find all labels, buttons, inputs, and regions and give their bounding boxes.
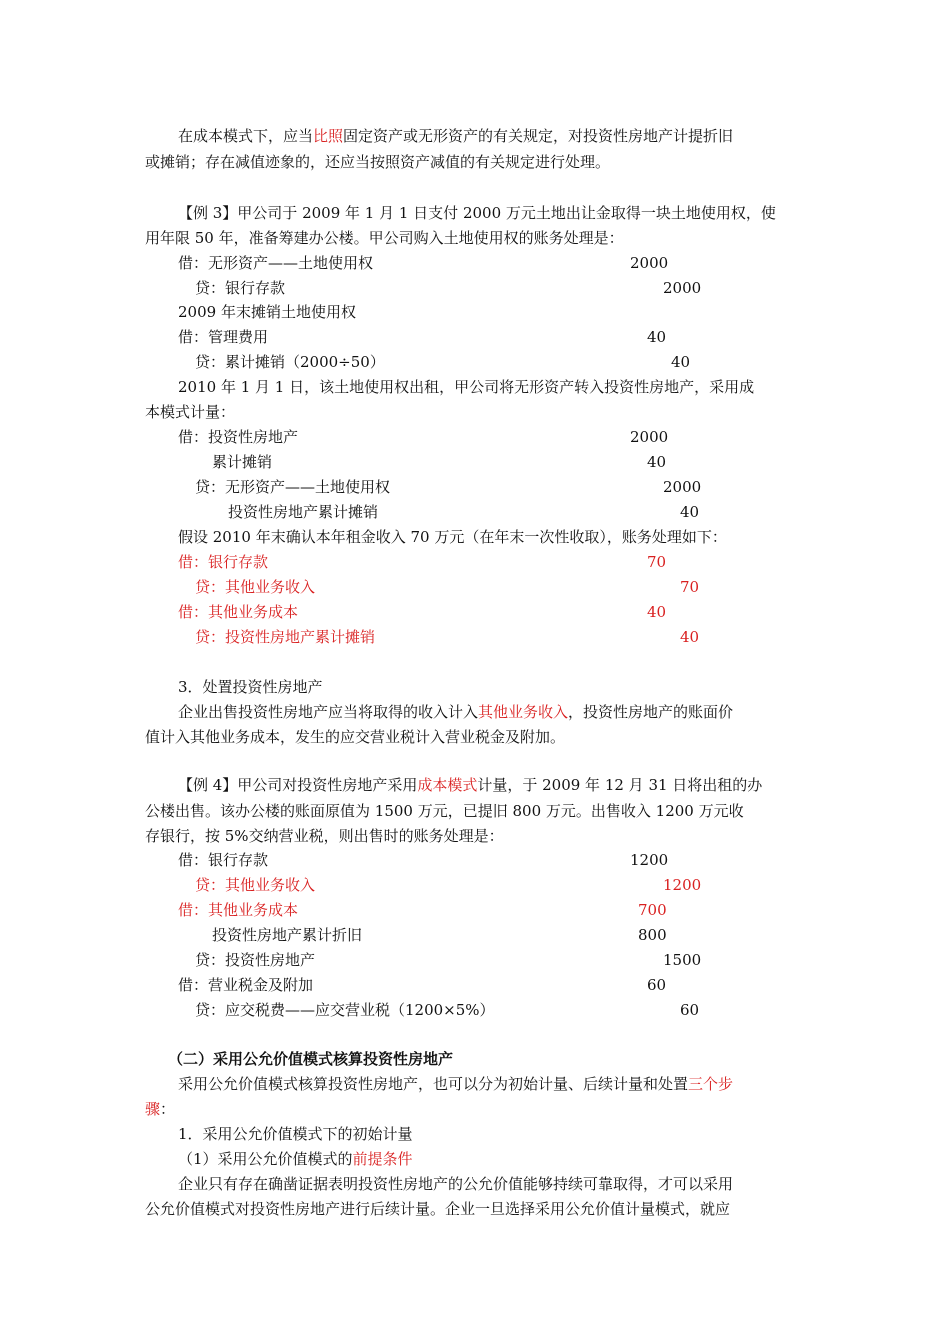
entry-label: 投资性房地产累计摊销 [228, 503, 379, 521]
example-4-line: 公楼出售。该办公楼的账面原值为 1500 万元，已提旧 800 万元。出售收入 1200 万元收 [145, 802, 744, 820]
example-3-line: 【例 3】甲公司于 2009 年 1 月 1 日支付 2000 万元土地出让金取得一块土地使用权，使 [178, 204, 776, 222]
entry-label: 贷：应交税费——应交营业税（1200×5%） [195, 1001, 495, 1019]
entry-amount: 2000 [630, 254, 669, 272]
entry-label: 贷：其他业务收入 [195, 876, 316, 894]
entry-amount: 40 [647, 328, 667, 346]
text: 【例 4】甲公司对投资性房地产采用 [178, 776, 418, 794]
paragraph-line: 或摊销；存在减值迹象的，还应当按照资产减值的有关规定进行处理。 [145, 153, 611, 171]
example-4-line: 存银行，按 5%交纳营业税，则出售时的账务处理是： [145, 827, 504, 845]
entry-label: 贷：其他业务收入 [195, 578, 316, 596]
entry-amount: 60 [647, 976, 667, 994]
section-heading: （二）采用公允价值模式核算投资性房地产 [168, 1050, 454, 1068]
entry-amount: 1200 [630, 851, 669, 869]
entry-label: 借：无形资产——土地使用权 [178, 254, 374, 272]
entry-label: 投资性房地产累计折旧 [212, 926, 363, 944]
text: ： [160, 1100, 176, 1118]
paragraph-line: 值计入其他业务成本，发生的应交营业税计入营业税金及附加。 [145, 728, 566, 746]
highlight-text: 其他业务收入 [478, 703, 569, 721]
entry-amount: 1200 [663, 876, 702, 894]
section-title: 3．处置投资性房地产 [178, 678, 323, 696]
entry-label: 贷：无形资产——土地使用权 [195, 478, 391, 496]
text: ，投资性房地产的账面价 [568, 703, 734, 721]
paragraph-line: 本模式计量： [145, 403, 236, 421]
entry-amount: 2000 [630, 428, 669, 446]
paragraph-line [145, 1099, 175, 1119]
entry-amount: 40 [680, 628, 700, 646]
paragraph-line [178, 1074, 733, 1094]
example-4-line [178, 775, 762, 795]
entry-amount: 60 [680, 1001, 700, 1019]
entry-label: 贷：投资性房地产累计摊销 [195, 628, 376, 646]
paragraph-line: 企业只有存在确凿证据表明投资性房地产的公允价值能够持续可靠取得，才可以采用 [178, 1175, 734, 1193]
entry-amount: 40 [671, 353, 691, 371]
entry-amount: 70 [647, 553, 667, 571]
entry-amount: 70 [680, 578, 700, 596]
entry-label: 借：银行存款 [178, 553, 269, 571]
entry-label: 贷：投资性房地产 [195, 951, 316, 969]
paragraph-line: 公允价值模式对投资性房地产进行后续计量。企业一旦选择采用公允价值计量模式，就应 [145, 1200, 731, 1218]
entry-label: 贷：累计摊销（2000÷50） [195, 353, 385, 371]
entry-amount: 1500 [663, 951, 702, 969]
text: 在成本模式下，应当 [178, 127, 314, 145]
example-3-line: 用年限 50 年，准备筹建办公楼。甲公司购入土地使用权的账务处理是： [145, 229, 624, 247]
entry-label: 借：其他业务成本 [178, 603, 299, 621]
entry-amount: 40 [680, 503, 700, 521]
note-line: 2009 年末摊销土地使用权 [178, 303, 356, 321]
highlight-text: 前提条件 [352, 1150, 413, 1168]
paragraph-line [178, 126, 733, 146]
text: （1）采用公允价值模式的 [178, 1150, 353, 1168]
entry-amount: 700 [638, 901, 667, 919]
entry-amount: 800 [638, 926, 667, 944]
entry-label: 借：其他业务成本 [178, 901, 299, 919]
entry-label: 累计摊销 [212, 453, 273, 471]
entry-label: 借：营业税金及附加 [178, 976, 314, 994]
entry-label: 借：管理费用 [178, 328, 269, 346]
entry-amount: 40 [647, 603, 667, 621]
entry-amount: 2000 [663, 279, 702, 297]
subsection-title: 1．采用公允价值模式下的初始计量 [178, 1125, 413, 1143]
paragraph-line: 假设 2010 年末确认本年租金收入 70 万元（在年末一次性收取），账务处理如下： [178, 528, 727, 546]
highlight-text: 骤 [145, 1100, 161, 1118]
text: 计量，于 2009 年 12 月 31 日将出租的办 [477, 776, 763, 794]
paragraph-line [178, 702, 733, 722]
text: 固定资产或无形资产的有关规定，对投资性房地产计提折旧 [343, 127, 734, 145]
entry-amount: 40 [647, 453, 667, 471]
entry-label: 借：投资性房地产 [178, 428, 299, 446]
entry-amount: 2000 [663, 478, 702, 496]
text: 企业出售投资性房地产应当将取得的收入计入 [178, 703, 479, 721]
highlight-text: 比照 [313, 127, 344, 145]
highlight-text: 成本模式 [417, 776, 478, 794]
paragraph-line: 2010 年 1 月 1 日，该土地使用权出租，甲公司将无形资产转入投资性房地产，采用成 [178, 378, 755, 396]
highlight-text: 三个步 [688, 1075, 734, 1093]
subsection-title [178, 1149, 413, 1169]
entry-label: 贷：银行存款 [195, 279, 286, 297]
text: 采用公允价值模式核算投资性房地产，也可以分为初始计量、后续计量和处置 [178, 1075, 689, 1093]
entry-label: 借：银行存款 [178, 851, 269, 869]
